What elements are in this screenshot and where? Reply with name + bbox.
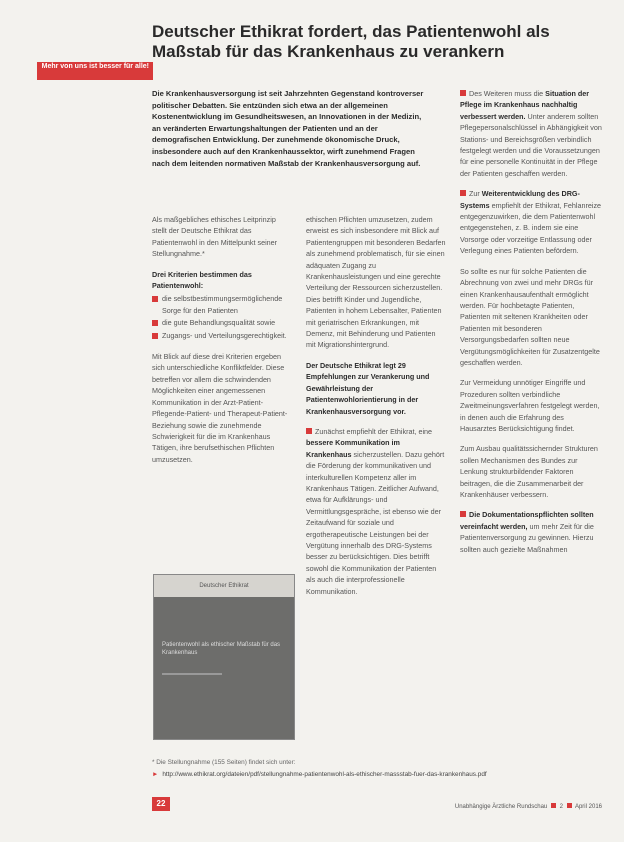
col2-p3: Zunächst empfiehlt der Ethikrat, eine bessere Kommunikation im Krankenhaus sicherzustellen. Dazu gehört die Förderung der kommunikativen und interkulturellen Kompetenz aller im Krankenhaus Tätigen. Zeitlicher Aufwand, etwa für Aufklärungs- und Vermittlungsgespräche, ist ebenso wie der Zeitaufwand für soziale und ergotherapeutische Leistungen bei der Vergütung innerhalb des DRG-Systems besser zu berücksichtigen. Dies betrifft sowohl die Kommunikation der Patienten als auch die interprofessionelle Kommunikation. [306,426,445,596]
journal-name: Unabhängige Ärztliche Rundschau [454,804,548,810]
col1-intro: Als maßgebliches ethisches Leitprinzip stellt der Deutsche Ethikrat das Patientenwohl in den Mittelpunkt seiner Stellungnahme.* [152,215,278,259]
journal-footer [440,803,602,810]
bullet-square-icon [460,90,466,96]
journal-issue: 2 [559,804,563,810]
column-3 [460,88,602,564]
lead-paragraph: Die Krankenhausversorgung ist seit Jahrzehnten Gegenstand kontroverser politischer Debatten. Sie entzünden sich etwa an der allgemeinen Kostenentwicklung im Gesundheitswesen, an Innovationen in der Medizin, an veränderten Erwartungshaltungen der Patienten und an der demografischen Entwicklung. Der zunehmende ökonomische Druck, insbesondere auch auf den Krankenhaussektor, wirft zunehmend Fragen nach dem leitenden normativen Maßstab der Krankenhausversorgung auf. [152,89,424,168]
recommendations-heading: Der Deutsche Ethikrat legt 29 Empfehlungen zur Verankerung und Gewährleistung der Patientenwohlorientierung in der Krankenhausversorgung vor. [306,360,430,416]
footnote-url[interactable]: http://www.ethikrat.org/dateien/pdf/stellungnahme-patientenwohl-als-ethischer-massstab-fuer-das-krankenhaus.pdf [162,771,487,778]
bullet-square-icon [460,190,466,196]
footnote-link-row [152,771,602,778]
column-1 [152,214,288,474]
col3-p2: Zur Weiterentwicklung des DRG-Systems empfiehlt der Ethikrat, Fehlanreize entgegenzuwirken, die dem Patientenwohl entgegenstehen, z. B. indem sie eine Vorsorge oder vorzeitige Entlassung oder Verlegung eines Patienten befördern. [460,189,602,256]
book-rule [162,673,222,675]
page-number: 22 [152,797,170,811]
criterion-2: die gute Behandlungsqualität sowie [152,317,288,328]
col3-p3: So sollte es nur für solche Patienten die Abrechnung von zwei und mehr DRGs für einen Krankenhausaufenthalt ermöglicht werden. Für hochbetagte Patienten, Patienten mit seltenen Krankheiten oder Patienten mit besonderen Versorgungsbedarfen sollten neue Vergütungsmöglichkeiten für Zusatzentgelte geschaffen werden. [460,266,600,367]
col3-p1: Des Weiteren muss die Situation der Pflege im Krankenhaus nachhaltig verbessert werden. Unter anderem sollten Pflegepersonalschlüssel in Abhängigkeit von Stations- und Bereichsgrößen verbindlich festgelegt werden und die Voraussetzungen für eine personelle Kontinuität in der Pflege der Patienten geschaffen werden. [460,89,602,178]
journal-date: April 2016 [574,804,602,810]
col3-p4: Zur Vermeidung unnötiger Eingriffe und Prozeduren sollten verbindliche Zweitmeinungsverfahren festgelegt werden, in denen auch die Erfahrung des Hausarztes Berücksichtigung findet. [460,378,600,433]
separator-square-icon [551,803,556,808]
arrow-right-icon: ► [152,771,159,778]
col1-conflicts: Mit Blick auf diese drei Kriterien ergeben sich unterschiedliche Konfliktfelder. Diese betreffen vor allem die schwindenden Möglichkeiten einer angemessenen Kommunikation in der Arzt-Patient-Pflegende-Patient- und Therapeut-Patient-Beziehung sowie die zunehmende Schwierigkeit für die im Krankenhaus Tätigen, ihre berufsethischen Pflichten umzusetzen. [152,352,288,464]
book-cover-image [153,574,295,740]
col3-p6: Die Dokumentationspflichten sollten vereinfacht werden, um mehr Zeit für die Patientenversorgung zu gewinnen. Hierzu sollten auch gezielte Maßnahmen [460,510,594,554]
footnote [152,759,602,778]
col2-p1: ethischen Pflichten umzusetzen, zudem erweist es sich insbesondere mit Blick auf Patientengruppen mit besonderen Bedarfen als zunehmend problematisch, für sie einen adäquaten Zugang zu Krankenhausleistungen und eine gerechte Verteilung der Ressourcen sicherzustellen. Dies betrifft Kinder und Jugendliche, Patienten in hohem Lebensalter, Patienten mit geriatrischen Erkrankungen, mit Demenz, mit Behinderung und Patienten mit Migrationshintergrund. [306,215,446,350]
bullet-square-icon [306,428,312,434]
bullet-square-icon [460,511,466,517]
book-publisher: Deutscher Ethikrat [154,575,294,597]
separator-square-icon [567,803,572,808]
col3-p5: Zum Ausbau qualitätssichernder Strukturen sollen Mechanismen des Bundes zur Lenkung strukturbildender Faktoren beitragen, die die Zusammenarbeit der Krankenhäuser verbessern. [460,444,598,499]
footnote-text: * Die Stellungnahme (155 Seiten) findet sich unter: [152,759,296,766]
criterion-3: Zugangs- und Verteilungsgerechtigkeit. [152,330,288,341]
side-tag: Mehr von uns ist besser für alle! [37,62,153,80]
criteria-heading: Drei Kriterien bestimmen das Patientenwohl: [152,269,252,291]
criterion-1: die selbstbestimmungsermöglichende Sorge für den Patienten [152,293,288,316]
article-title: Deutscher Ethikrat fordert, das Patientenwohl als Maßstab für das Krankenhaus zu verankern [152,22,550,61]
book-title: Patientenwohl als ethischer Maßstab für das Krankenhaus [162,642,281,656]
column-2 [306,214,446,606]
